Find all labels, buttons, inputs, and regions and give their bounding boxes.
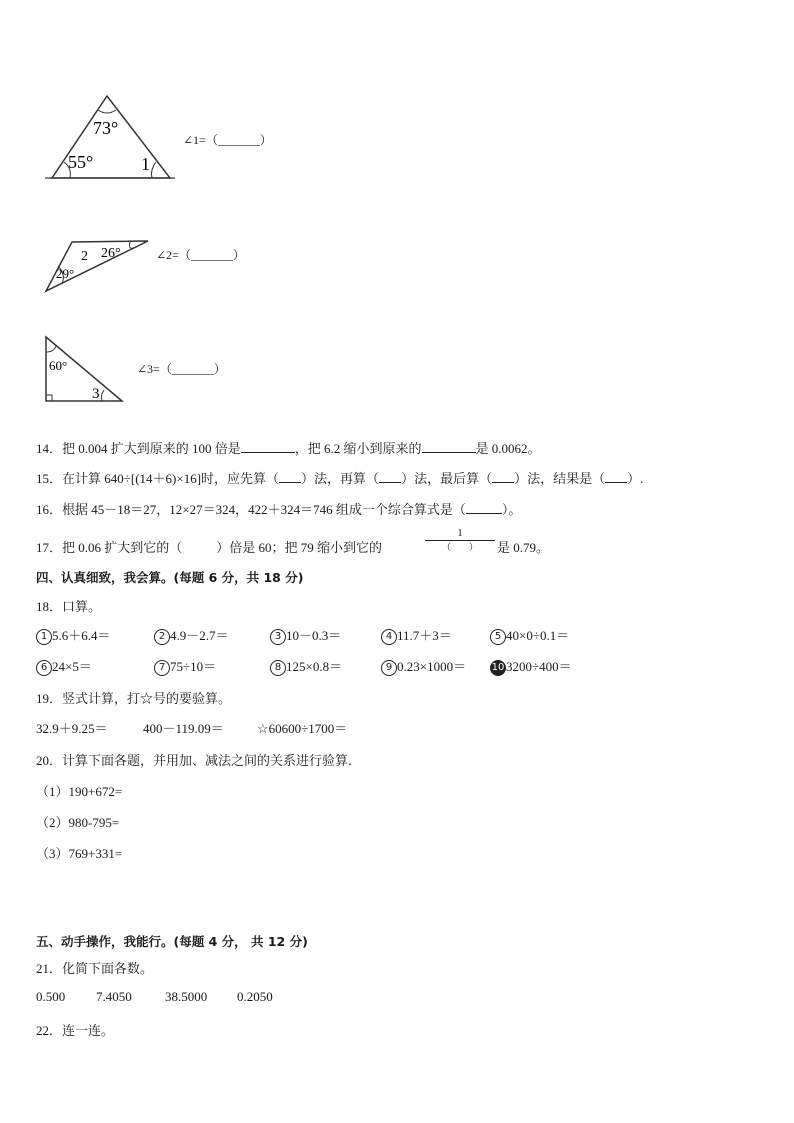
q18-expression: 75÷10＝ xyxy=(170,659,217,674)
triangle-1-top-angle: 73° xyxy=(93,118,119,138)
q18-item xyxy=(36,656,92,676)
section-5-title: 五、动手操作，我能行。(每题 4 分， 共 12 分) xyxy=(36,934,308,949)
q14-blank-1[interactable] xyxy=(241,440,295,453)
triangle-2-figure xyxy=(42,236,152,296)
q18-expression: 125×0.8＝ xyxy=(286,659,343,674)
triangle-2-right-angle: 26° xyxy=(101,246,121,261)
triangle-3-angle-3: 3 xyxy=(92,386,100,402)
q18-expression: 11.7＋3＝ xyxy=(397,628,452,643)
q20-item-3: （3）769+331= xyxy=(36,846,123,861)
q18-item xyxy=(154,625,229,645)
q18-expression: 0.23×1000＝ xyxy=(397,659,467,674)
triangle-3-top-angle: 60° xyxy=(49,358,68,373)
q14-blank-2[interactable] xyxy=(422,440,476,453)
question-19-title: 19．竖式计算，打☆号的要验算。 xyxy=(36,691,232,706)
q18-item xyxy=(270,625,341,645)
q21-item-1: 0.500 xyxy=(36,989,66,1004)
q17-fraction-denominator: （ ） xyxy=(441,542,478,552)
question-21-title: 21．化简下面各数。 xyxy=(36,961,154,976)
circled-number-2: 2 xyxy=(154,629,170,645)
q15-blank-3[interactable] xyxy=(492,470,514,483)
q18-item xyxy=(381,625,452,645)
question-16: 16．根据 45－18＝27，12×27＝324，422＋324＝746 组成一个综合算式是（ ）。 xyxy=(36,502,522,517)
q18-expression: 3200÷400＝ xyxy=(506,659,572,674)
q18-item xyxy=(490,656,572,676)
q17-fraction-numerator: 1 xyxy=(457,527,463,539)
q21-item-4: 0.2050 xyxy=(237,989,273,1004)
triangle-1-figure xyxy=(40,92,180,184)
triangle-2-answer: ∠2=（_______） xyxy=(156,248,245,262)
question-18-title: 18．口算。 xyxy=(36,599,102,614)
q17-tail: 是 0.79。 xyxy=(497,540,550,555)
q18-item xyxy=(381,656,466,676)
question-20-title: 20．计算下面各题，并用加、减法之间的关系进行验算． xyxy=(36,753,362,768)
q16-blank[interactable] xyxy=(466,501,502,514)
q18-item xyxy=(36,625,111,645)
q19-item-2: 400－119.09＝ xyxy=(143,721,224,736)
triangle-1-angle-1: 1 xyxy=(141,154,150,174)
q15-blank-4[interactable] xyxy=(605,470,627,483)
q19-item-1: 32.9＋9.25＝ xyxy=(36,721,108,736)
q18-expression: 24×5＝ xyxy=(52,659,92,674)
circled-number-3: 3 xyxy=(270,629,286,645)
circled-number-7: 7 xyxy=(154,660,170,676)
circled-number-10: 10 xyxy=(490,660,506,676)
triangle-2-angle-2: 2 xyxy=(81,249,88,264)
section-4-title: 四、认真细致，我会算。(每题 6 分，共 18 分) xyxy=(36,570,304,585)
question-17: 17．把 0.06 扩大到它的（ ）倍是 60；把 79 缩小到它的 xyxy=(36,540,383,555)
triangle-3-figure xyxy=(42,334,128,406)
q15-blank-2[interactable] xyxy=(379,470,401,483)
q18-expression: 40×0÷0.1＝ xyxy=(506,628,570,643)
triangle-2-left-angle: 29° xyxy=(56,266,75,281)
question-15: 15．在计算 640÷[(14＋6)×16]时，应先算（ ）法，再算（ ）法，最后算（ ）法，结果是（ ）. xyxy=(36,471,644,486)
q18-expression: 5.6＋6.4＝ xyxy=(52,628,111,643)
q18-item xyxy=(490,625,569,645)
circled-number-4: 4 xyxy=(381,629,397,645)
circled-number-5: 5 xyxy=(490,629,506,645)
triangle-3-answer: ∠3=（_______） xyxy=(137,362,226,376)
triangle-1-answer: ∠1=（_______） xyxy=(183,133,272,147)
triangle-1-left-angle: 55° xyxy=(68,152,94,172)
q19-item-3: ☆60600÷1700＝ xyxy=(257,721,348,736)
q18-item xyxy=(154,656,216,676)
q20-item-2: （2）980-795= xyxy=(36,815,120,830)
q21-item-3: 38.5000 xyxy=(165,989,208,1004)
circled-number-8: 8 xyxy=(270,660,286,676)
question-14: 14．把 0.004 扩大到原来的 100 倍是 ，把 6.2 缩小到原来的 是 0.0062。 xyxy=(36,441,541,456)
question-22-title: 22．连一连。 xyxy=(36,1023,115,1038)
q17-fraction[interactable] xyxy=(425,527,495,552)
q18-item xyxy=(270,656,342,676)
circled-number-9: 9 xyxy=(381,660,397,676)
q18-expression: 10－0.3＝ xyxy=(286,628,342,643)
q15-blank-1[interactable] xyxy=(279,470,301,483)
q20-item-1: （1）190+672= xyxy=(36,784,123,799)
circled-number-1: 1 xyxy=(36,629,52,645)
q18-expression: 4.9－2.7＝ xyxy=(170,628,229,643)
q21-item-2: 7.4050 xyxy=(96,989,132,1004)
circled-number-6: 6 xyxy=(36,660,52,676)
